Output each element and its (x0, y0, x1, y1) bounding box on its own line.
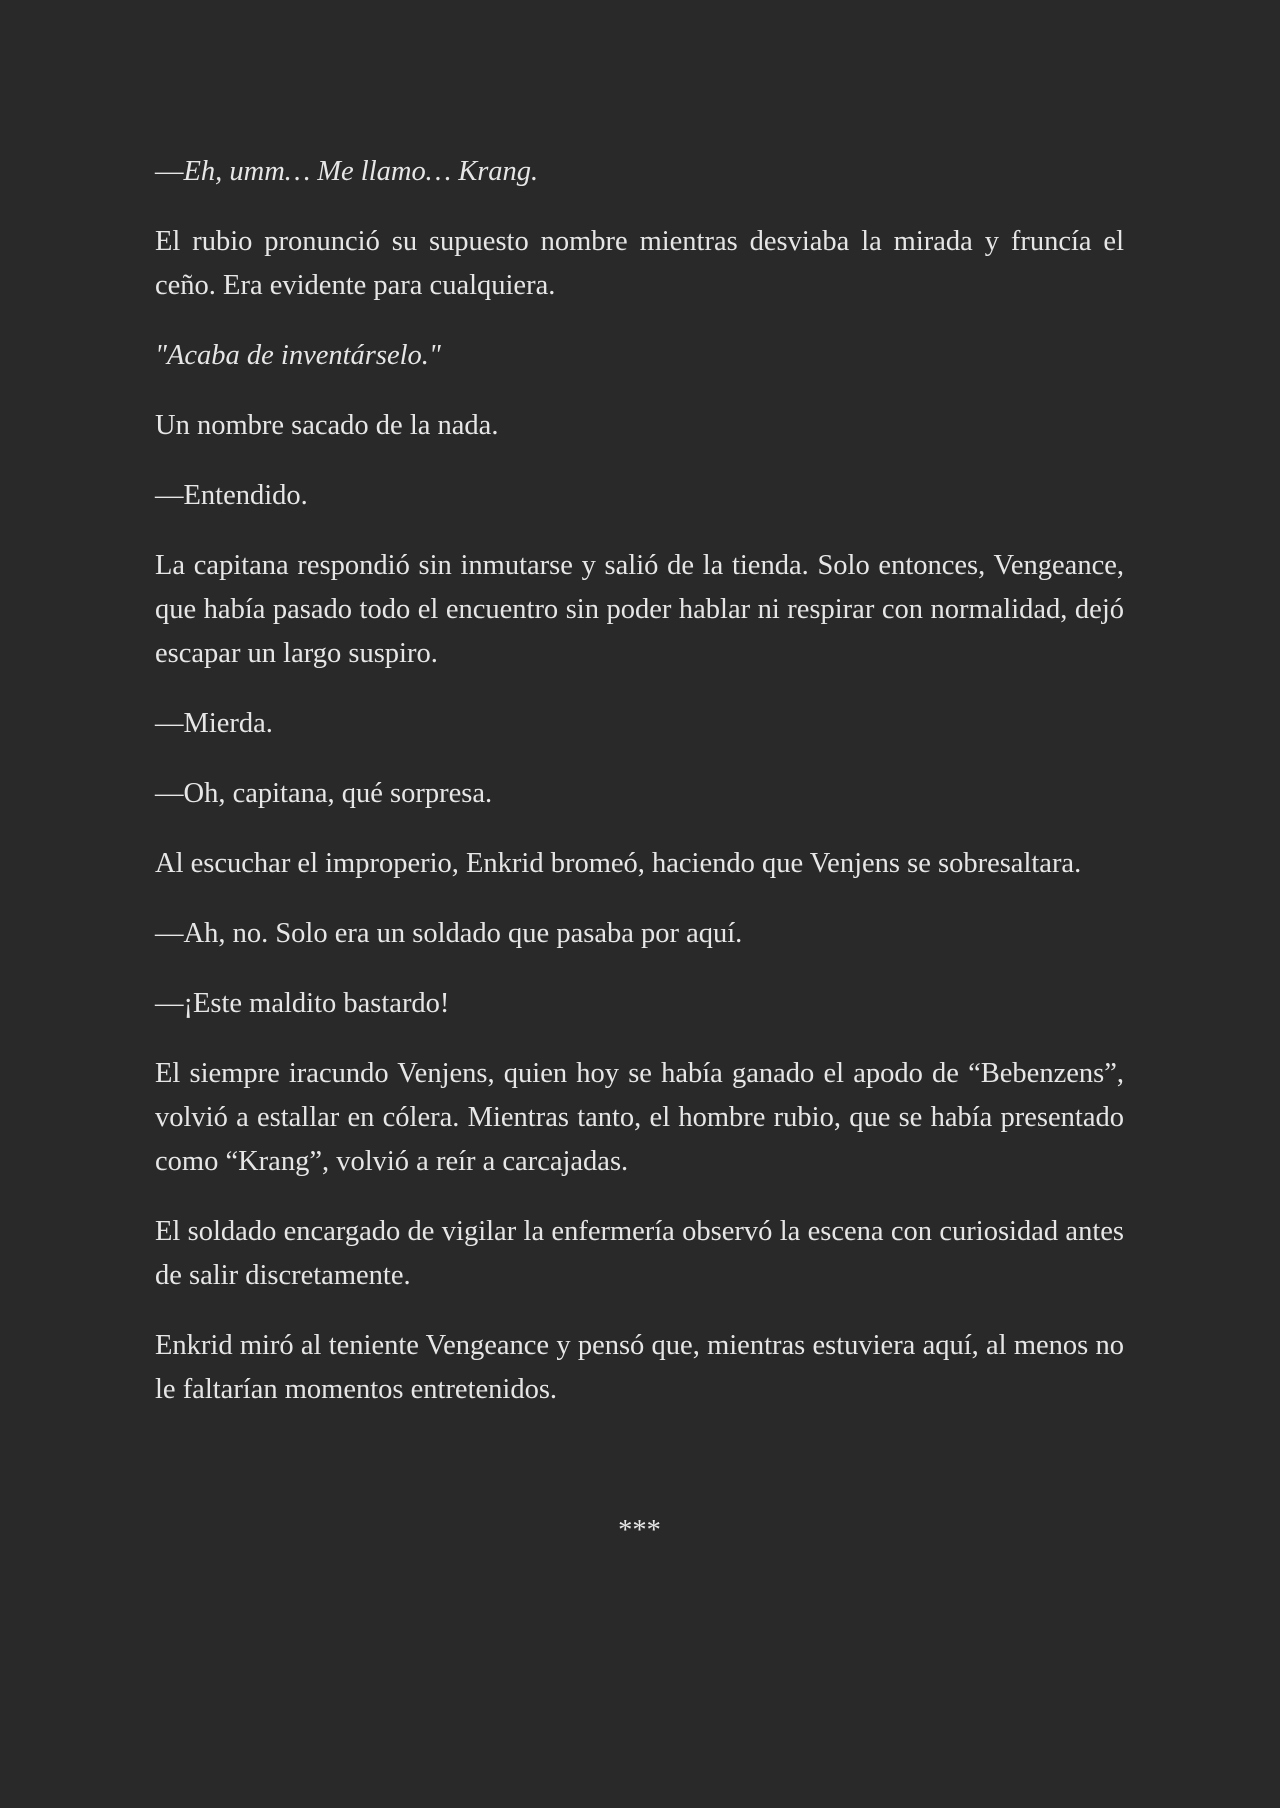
dialogue-text: Eh, umm… Me llamo… Krang. (183, 156, 539, 187)
paragraph: El rubio pronunció su supuesto nombre mientras desviaba la mirada y fruncía el ceño. Era evidente para cualquiera. (155, 226, 1124, 301)
paragraph: —Oh, capitana, qué sorpresa. (155, 778, 493, 809)
paragraph: El soldado encargado de vigilar la enfermería observó la escena con curiosidad antes de salir discretamente. (155, 1216, 1124, 1291)
dialogue-dash: — (155, 156, 184, 187)
paragraph: La capitana respondió sin inmutarse y salió de la tienda. Solo entonces, Vengeance, que había pasado todo el encuentro sin poder hablar ni respirar con normalidad, dejó escapar un largo suspiro. (155, 550, 1124, 669)
paragraph: —Mierda. (155, 708, 273, 739)
paragraph: —Entendido. (155, 480, 308, 511)
scene-separator: *** (618, 1515, 661, 1546)
paragraph: Un nombre sacado de la nada. (155, 410, 499, 441)
paragraph: Al escuchar el improperio, Enkrid bromeó, haciendo que Venjens se sobresaltara. (155, 848, 1082, 879)
paragraph: —Ah, no. Solo era un soldado que pasaba por aquí. (155, 918, 743, 949)
paragraph: El siempre iracundo Venjens, quien hoy se había ganado el apodo de “Bebenzens”, volvió a estallar en cólera. Mientras tanto, el hombre rubio, que se había presentado como “Krang”, volvió a reír a carcajadas. (155, 1058, 1124, 1177)
paragraph: Enkrid miró al teniente Vengeance y pensó que, mientras estuviera aquí, al menos no le faltarían momentos entretenidos. (155, 1330, 1124, 1405)
thought-paragraph: "Acaba de inventárselo." (155, 340, 441, 371)
paragraph: —¡Este maldito bastardo! (155, 988, 450, 1019)
paragraph (155, 150, 1124, 194)
chapter-text (155, 150, 1124, 1579)
